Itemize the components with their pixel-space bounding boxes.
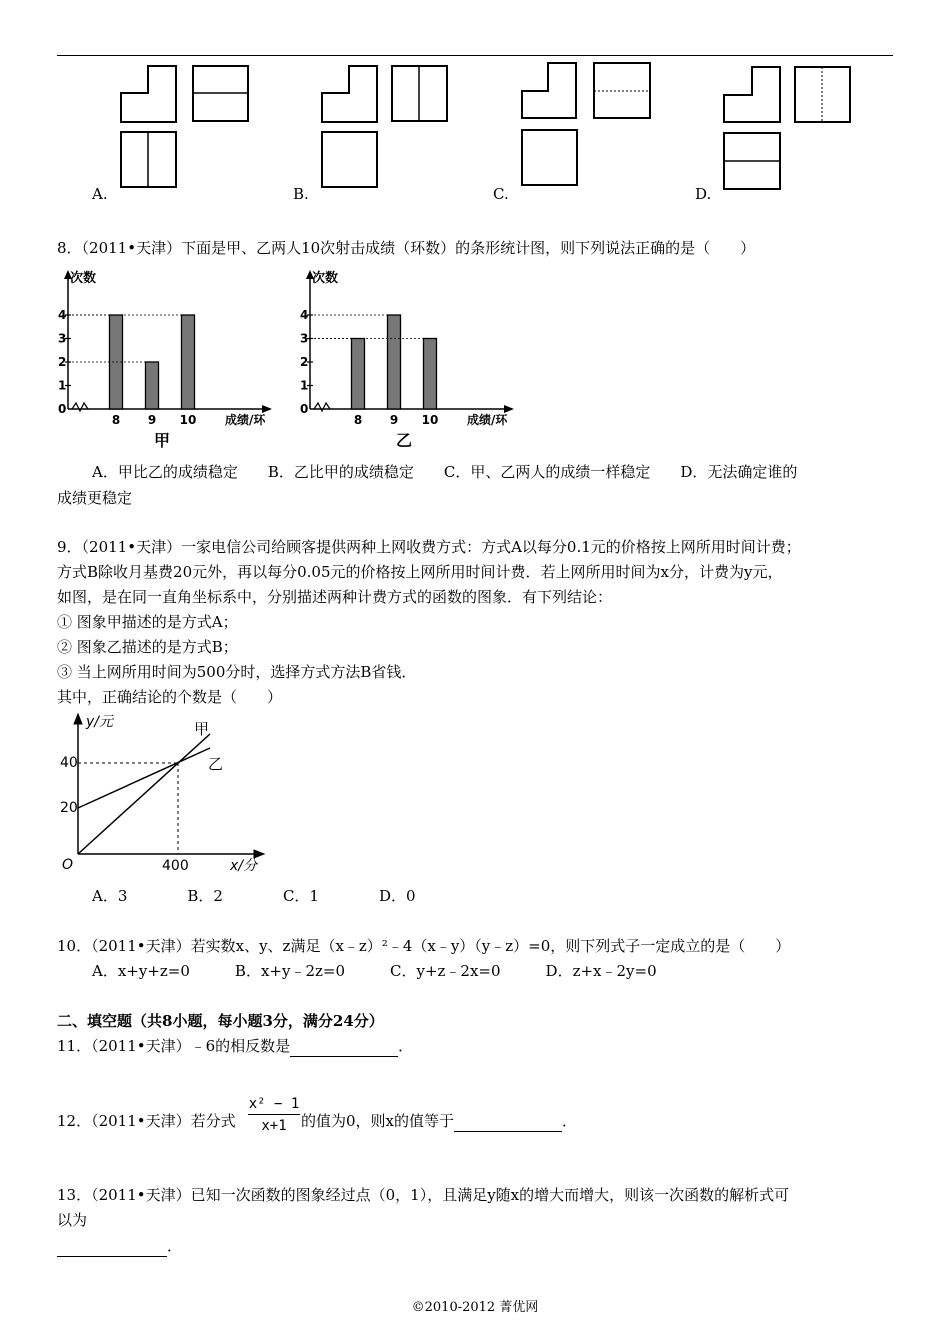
- q8-chart-yi: [292, 268, 552, 458]
- q12-denominator: x+1: [248, 1114, 300, 1137]
- q11-stem: 11．（2011•天津）﹣6的相反数是: [57, 1037, 291, 1055]
- yi-x-label: 成绩/环: [467, 413, 508, 427]
- q8-chart-jia: [50, 268, 310, 458]
- yi-bar-10: [424, 339, 437, 410]
- q9-x-arrow: [254, 850, 264, 858]
- q13-line2: 以为: [57, 1211, 88, 1229]
- q9-options: A．3 B．2 C．1 D．0: [92, 887, 416, 905]
- yi-y-label: 次数: [312, 271, 339, 286]
- jia-x-arrow: [262, 405, 272, 413]
- yi-bar-8: [352, 339, 365, 410]
- q9-y-label: y/元: [86, 714, 114, 730]
- yi-ytick-label-2: 2: [300, 355, 309, 369]
- yi-bar-9: [388, 315, 401, 409]
- q11: [57, 1036, 413, 1057]
- q8-options-line1: A．甲比乙的成绩稳定 B．乙比甲的成绩稳定 C．甲、乙两人的成绩一样稳定 D．无法确定谁的: [92, 463, 798, 481]
- q9-line1: 9．（2011•天津）一家电信公司给顾客提供两种上网收费方式：方式A以每分0.1元的价格按上网所用时间计费；: [57, 538, 801, 556]
- yi-ytick-label-4: 4: [300, 308, 309, 322]
- yi-x-arrow: [504, 405, 514, 413]
- yi-xtick-label-8: 8: [353, 413, 363, 427]
- q9-jia-label: 甲: [194, 720, 210, 738]
- q12-pre: 12．（2011•天津）若分式: [57, 1112, 236, 1130]
- yi-ytick-label-0: 0: [300, 402, 309, 416]
- footer-copyright: ©2010-2012 菁优网: [411, 1300, 539, 1315]
- q12-post: 的值为0，则x的值等于: [301, 1112, 455, 1130]
- q9-line6: ③ 当上网所用时间为500分时，选择方式方法B省钱．: [57, 663, 417, 681]
- q9-x-label: x/分: [230, 858, 258, 874]
- q9-line3: 如图，是在同一直角坐标系中，分别描述两种计费方式的函数的图象．有下列结论：: [57, 588, 613, 606]
- q9-line-yi: [78, 748, 210, 808]
- q9-y20: 20: [60, 800, 78, 816]
- q11-answer-blank[interactable]: [290, 1036, 398, 1057]
- q12-end: ．: [562, 1112, 578, 1130]
- q12-fraction: [248, 1094, 300, 1137]
- q9-line-jia: [78, 734, 210, 854]
- jia-name: 甲: [153, 431, 171, 450]
- q7-option-d: D.: [695, 185, 712, 203]
- jia-xtick-label-10: 10: [179, 413, 197, 427]
- q11-end: ．: [398, 1037, 414, 1055]
- q13-answer-blank[interactable]: [57, 1236, 167, 1257]
- q12-post-line: [301, 1111, 577, 1132]
- jia-ytick-label-4: 4: [58, 308, 67, 322]
- jia-ytick-label-0: 0: [58, 402, 67, 416]
- yi-name: 乙: [395, 431, 413, 450]
- q9-line4: ① 图象甲描述的是方式A；: [57, 613, 238, 631]
- jia-axis-break: [72, 403, 88, 411]
- q9-yi-label: 乙: [208, 755, 224, 773]
- yi-xtick-label-9: 9: [389, 413, 399, 427]
- q7-option-b: B.: [293, 185, 309, 203]
- jia-xtick-label-8: 8: [111, 413, 121, 427]
- jia-bar-9: [146, 362, 159, 409]
- jia-xtick-label-9: 9: [147, 413, 157, 427]
- q9-line7: 其中，正确结论的个数是（ ）: [57, 688, 283, 706]
- q9-line5: ② 图象乙描述的是方式B；: [57, 638, 238, 656]
- q13-answer-line: [57, 1236, 182, 1257]
- q9-y-arrow: [74, 714, 82, 724]
- yi-ytick-label-3: 3: [300, 331, 309, 346]
- q10-stem: 10．（2011•天津）若实数x、y、z满足（x﹣z）²﹣4（x﹣y）（y﹣z）=0，则下列式子一定成立的是（ ）: [57, 937, 791, 955]
- jia-ytick-label-2: 2: [58, 355, 67, 369]
- q9-line2: 方式B除收月基费20元外，再以每分0.05元的价格按上网所用时间计费．若上网所用时间为x分，计费为y元，: [57, 563, 783, 581]
- q13-line1: 13．（2011•天津）已知一次函数的图象经过点（0，1），且满足y随x的增大而增大，则该一次函数的解析式可: [57, 1186, 790, 1204]
- q7-option-a: A.: [92, 185, 108, 203]
- q13-end: ．: [167, 1237, 183, 1255]
- q9-y40: 40: [60, 755, 78, 771]
- q8-options-line2: 成绩更稳定: [57, 489, 133, 507]
- q9-function-graph: [50, 712, 290, 882]
- q9-origin: O: [62, 857, 74, 873]
- q10-options: A．x+y+z=0 B．x+y﹣2z=0 C．y+z﹣2x=0 D．z+x﹣2y=0: [92, 962, 657, 980]
- yi-xtick-label-10: 10: [421, 413, 439, 427]
- q8-stem: 8．（2011•天津）下面是甲、乙两人10次射击成绩（环数）的条形统计图，则下列说法正确的是（ ）: [57, 239, 756, 257]
- q7-view-diagrams: [0, 0, 950, 200]
- q12-answer-blank[interactable]: [454, 1111, 562, 1132]
- q12-numerator: x² − 1: [248, 1096, 300, 1112]
- jia-ytick-label-1: 1: [58, 378, 67, 393]
- jia-ytick-label-3: 3: [58, 331, 67, 346]
- jia-x-label: 成绩/环: [225, 413, 266, 427]
- q7-option-c: C.: [493, 185, 509, 203]
- jia-y-label: 次数: [70, 271, 97, 286]
- jia-bar-10: [182, 315, 195, 409]
- q9-x400: 400: [162, 858, 189, 874]
- section2-title: 二、填空题（共8小题，每小题3分，满分24分）: [57, 1012, 384, 1030]
- yi-axis-break: [314, 403, 330, 411]
- yi-ytick-label-1: 1: [300, 378, 309, 393]
